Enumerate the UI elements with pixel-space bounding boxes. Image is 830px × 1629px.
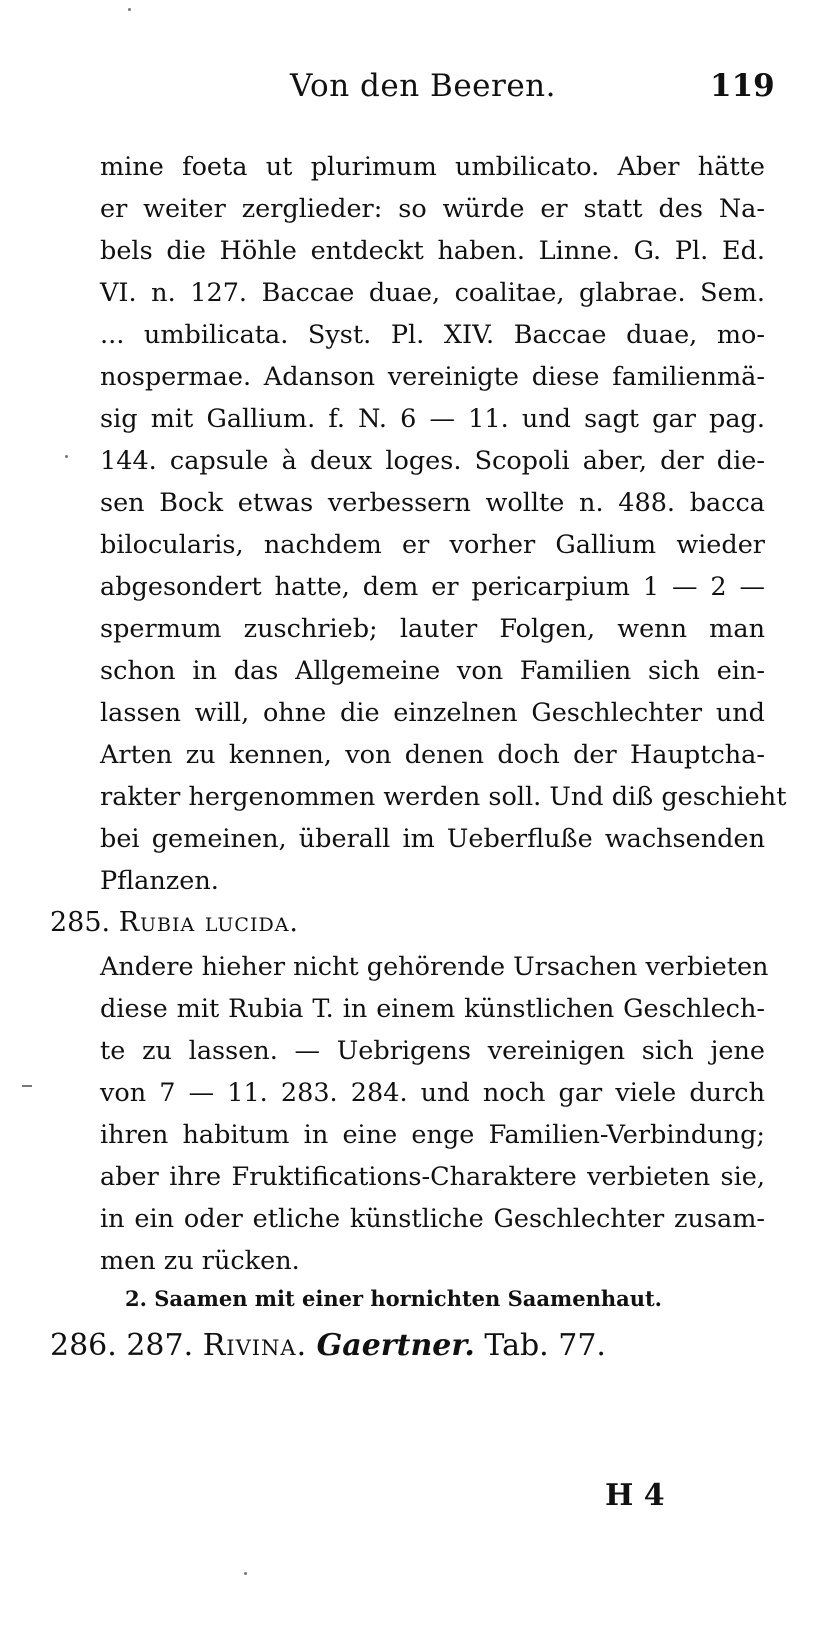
text-line: 144. capsule à deux loges. Scopoli aber, der die- [100, 446, 765, 476]
genus-name: Rivina. [202, 1328, 308, 1363]
text-line: ihren habitum in eine enge Familien-Verbindung; [100, 1120, 765, 1150]
text-line: men zu rücken. [100, 1246, 300, 1276]
plate-reference: Tab. 77. [484, 1328, 606, 1363]
signature-mark: H 4 [605, 1478, 665, 1513]
text-line: sen Bock etwas verbessern wollte n. 488. bacca [100, 488, 765, 518]
text-line: bei gemeinen, überall im Ueberfluße wachsenden [100, 824, 765, 854]
text-line: er weiter zerglieder: so würde er statt des Na- [100, 194, 765, 224]
text-line: rakter hergenommen werden soll. Und diß geschieht [100, 782, 787, 812]
paper-speck [65, 455, 68, 458]
text-line: bilocularis, nachdem er vorher Gallium wieder [100, 530, 765, 560]
text-line: spermum zuschrieb; lauter Folgen, wenn man [100, 614, 765, 644]
text-line: sig mit Gallium. f. N. 6 — 11. und sagt gar pag. [100, 404, 765, 434]
paper-speck [22, 1085, 32, 1087]
entry-286-heading [50, 1326, 770, 1366]
text-line: nospermae. Adanson vereinigte diese familienmä- [100, 362, 765, 392]
species-name: Rubia lucida. [118, 907, 300, 938]
text-line: te zu lassen. — Uebrigens vereinigen sich jene [100, 1036, 765, 1066]
text-line: schon in das Allgemeine von Familien sich ein- [100, 656, 765, 686]
text-line: lassen will, ohne die einzelnen Geschlechter und [100, 698, 765, 728]
author-name: Gaertner. [316, 1328, 475, 1363]
page-header [0, 68, 830, 108]
entry-number: 285. [50, 907, 111, 938]
text-line: Pflanzen. [100, 866, 219, 896]
text-line: diese mit Rubia T. in einem künstlichen Geschlech- [100, 994, 765, 1024]
text-line: VI. n. 127. Baccae duae, coalitae, glabrae. Sem. [100, 278, 765, 308]
text-line: mine foeta ut plurimum umbilicato. Aber hätte [100, 152, 765, 182]
text-line: in ein oder etliche künstliche Geschlechter zusam- [100, 1204, 765, 1234]
text-line: abgesondert hatte, dem er pericarpium 1 — 2 — [100, 572, 765, 602]
paper-speck [128, 8, 131, 11]
text-line: Andere hieher nicht gehörende Ursachen verbieten [100, 952, 769, 982]
text-line: ... umbilicata. Syst. Pl. XIV. Baccae duae, mo- [100, 320, 765, 350]
running-head: Von den Beeren. [290, 68, 556, 104]
text-line: bels die Höhle entdeckt haben. Linne. G. Pl. Ed. [100, 236, 765, 266]
entry-285-heading [50, 903, 770, 943]
text-line: aber ihre Fruktifications-Charaktere verbieten sie, [100, 1162, 765, 1192]
section-subheading: 2. Saamen mit einer hornichten Saamenhaut. [125, 1286, 662, 1311]
text-line: von 7 — 11. 283. 284. und noch gar viele durch [100, 1078, 765, 1108]
entry-number: 286. 287. [50, 1328, 194, 1363]
page-number: 119 [710, 68, 775, 104]
text-line: Arten zu kennen, von denen doch der Hauptcha- [100, 740, 765, 770]
paper-speck [244, 1572, 247, 1575]
